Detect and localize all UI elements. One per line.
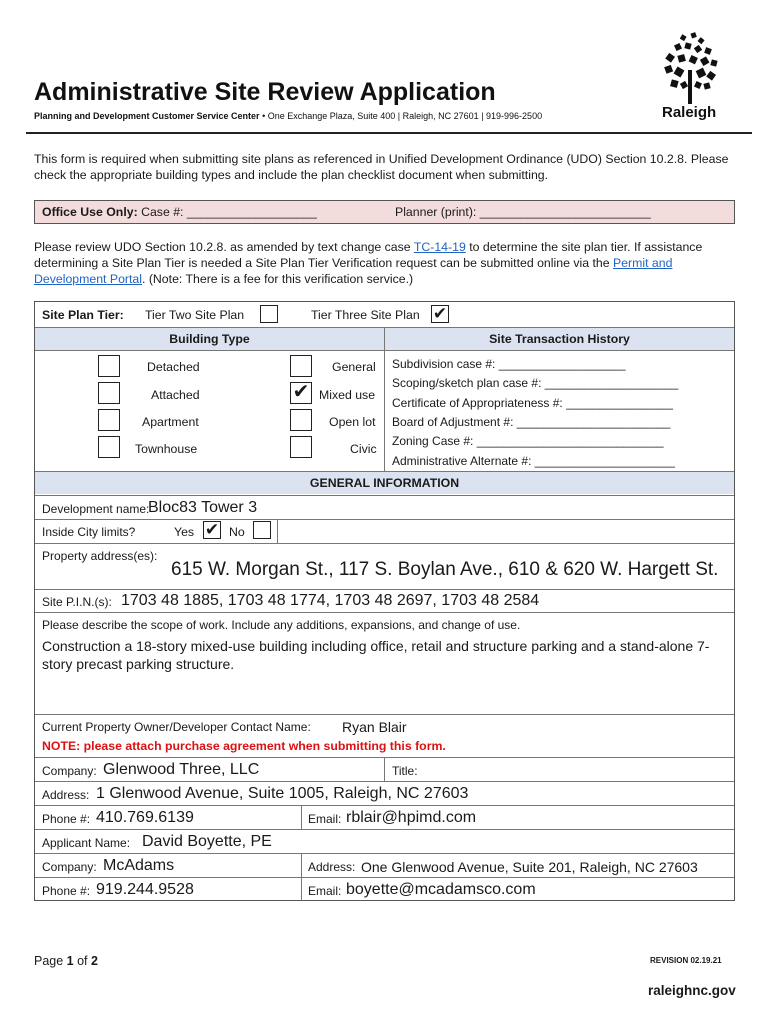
office-use-case: Case #: ___________________ [137,205,317,219]
divider [35,543,734,544]
phone-label: Phone #: [42,812,91,826]
company-label: Company: [42,764,97,778]
page-number: Page 1 of 2 [34,954,98,968]
dev-name-field[interactable]: Bloc83 Tower 3 [148,499,258,516]
header-divider [26,132,752,134]
history-scoping: Scoping/sketch plan case #: ____________________ [392,376,679,390]
building-type-header: Building Type [35,328,384,350]
tier-two-checkbox[interactable] [260,305,278,323]
applicant-address-label: Address: [308,860,356,874]
site-pin-field[interactable]: 1703 48 1885, 1703 48 1774, 1703 48 2697, 1703 48 2584 [121,592,540,609]
phone-field[interactable]: 410.769.6139 [96,809,194,826]
civic-label: Civic [350,442,377,456]
office-use-planner: Planner (print): _________________________ [395,205,651,219]
mixed-use-label: Mixed use [319,388,376,402]
scope-field[interactable]: Construction a 18-story mixed-use building including office, retail and structure parking and a stand-alone 7-story precast parking structure. [42,638,710,672]
address-field[interactable]: 1 Glenwood Avenue, Suite 1005, Raleigh, NC 27603 [96,785,469,802]
email-field[interactable]: rblair@hpimd.com [346,809,477,826]
footer-url: raleighnc.gov [648,983,736,998]
divider [35,877,734,878]
divider [35,853,734,854]
email-label: Email: [308,812,342,826]
page-subtitle: Planning and Development Customer Service Center • One Exchange Plaza, Suite 400 | Raleigh, NC 27601 | 919-996-2500 [34,111,543,121]
tier-three-label: Tier Three Site Plan [311,308,420,322]
no-label: No [229,525,245,539]
mixed-use-checkbox[interactable]: ✔ [290,382,312,404]
general-info-header: GENERAL INFORMATION [35,472,734,494]
yes-checkbox[interactable]: ✔ [204,520,220,539]
open-lot-label: Open lot [329,415,376,429]
tier-three-checkbox[interactable]: ✔ [432,304,448,323]
permit-portal-link[interactable]: Permit and Development Portal [34,256,673,286]
divider [35,350,734,351]
divider [35,781,734,782]
history-board-of-adjustment: Board of Adjustment #: _______________________ [392,415,671,429]
attached-checkbox[interactable] [98,382,120,404]
logo-text: Raleigh [662,104,717,121]
company-field[interactable]: Glenwood Three, LLC [103,761,260,778]
office-use-label: Office Use Only: [42,205,138,219]
property-address-label: Property address(es): [42,549,158,563]
divider [35,829,734,830]
site-pin-label: Site P.I.N.(s): [42,595,112,609]
applicant-name-label: Applicant Name: [42,836,131,850]
history-admin-alternate: Administrative Alternate #: _____________________ [392,454,675,468]
divider [35,519,734,520]
history-zoning-case: Zoning Case #: ____________________________ [392,434,664,448]
owner-contact-label: Current Property Owner/Developer Contact Name: [42,720,311,734]
site-plan-tier-label: Site Plan Tier: [42,308,124,322]
review-paragraph: Please review UDO Section 10.2.8. as amended by text change case TC-14-19 to determine the site plan tier. If assistance determining a Site Plan Tier is needed a Site Plan Tier Verification request can be submitted online via the Permit and Development Portal. (Note: There is a fee for this verification service.) [34,240,703,286]
revision-label: REVISION 02.19.21 [650,956,722,965]
title-label: Title: [392,764,418,778]
scope-label: Please describe the scope of work. Include any additions, expansions, and change of use. [42,618,521,632]
intro-text: This form is required when submitting site plans as referenced in Unified Development Ordinance (UDO) Section 10.2.8. Please check the appropriate building types and include the plan checklist document when submitting. [34,152,729,182]
tier-two-label: Tier Two Site Plan [145,308,245,322]
city-limits-label: Inside City limits? [42,525,136,539]
open-lot-checkbox[interactable] [290,409,312,431]
general-label: General [332,360,376,374]
divider [301,805,302,829]
tc-14-19-link[interactable]: TC-14-19 [413,240,466,254]
divider [35,612,734,613]
purchase-agreement-note: NOTE: please attach purchase agreement when submitting this form. [42,739,446,753]
applicant-name-field[interactable]: David Boyette, PE [142,833,272,850]
applicant-company-label: Company: [42,860,97,874]
townhouse-checkbox[interactable] [98,436,120,458]
divider [35,495,734,496]
property-address-field[interactable]: 615 W. Morgan St., 117 S. Boylan Ave., 610 & 620 W. Hargett St. [171,559,719,580]
dev-name-label: Development name: [42,502,150,516]
history-coa: Certificate of Appropriateness #: ________________ [392,396,673,410]
application-form [34,301,735,901]
site-history-header: Site Transaction History [385,328,734,350]
owner-contact-field[interactable]: Ryan Blair [342,719,407,735]
divider [35,805,734,806]
office-use-box [34,200,735,224]
apartment-checkbox[interactable] [98,409,120,431]
detached-label: Detached [147,360,200,374]
applicant-phone-label: Phone #: [42,884,91,898]
divider [384,757,385,781]
divider [35,589,734,590]
townhouse-label: Townhouse [135,442,198,456]
apartment-label: Apartment [142,415,199,429]
applicant-address-field[interactable]: One Glenwood Avenue, Suite 201, Raleigh, NC 27603 [361,859,698,875]
civic-checkbox[interactable] [290,436,312,458]
history-subdivision: Subdivision case #: ___________________ [392,357,626,371]
address-label: Address: [42,788,90,802]
applicant-phone-field[interactable]: 919.244.9528 [96,881,194,898]
no-checkbox[interactable] [253,521,271,539]
applicant-email-label: Email: [308,884,342,898]
detached-checkbox[interactable] [98,355,120,377]
yes-label: Yes [174,525,195,539]
divider [277,519,278,543]
applicant-email-field[interactable]: boyette@mcadamsco.com [346,881,536,898]
divider [35,714,734,715]
page-title: Administrative Site Review Application [34,78,496,106]
applicant-company-field[interactable]: McAdams [103,857,175,874]
attached-label: Attached [151,388,200,402]
general-checkbox[interactable] [290,355,312,377]
